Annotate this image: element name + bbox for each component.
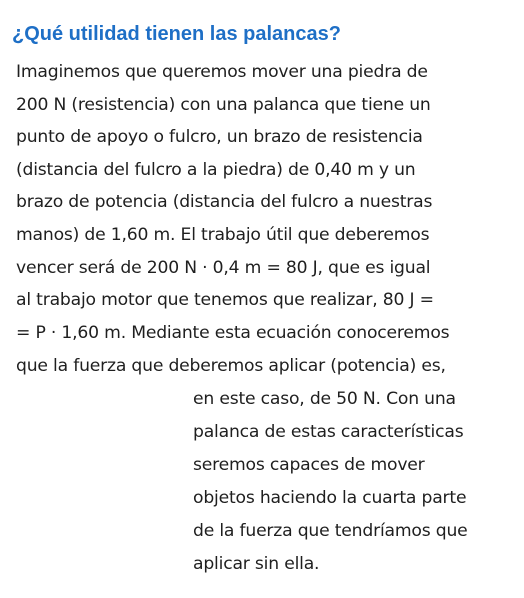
paragraph-line: que la fuerza que deberemos aplicar (potencia) es,	[16, 356, 446, 376]
paragraph-line: aplicar sin ella.	[193, 554, 320, 574]
paragraph-line: seremos capaces de mover	[193, 455, 425, 475]
paragraph-line: palanca de estas características	[193, 422, 464, 442]
paragraph-line: manos) de 1,60 m. El trabajo útil que deberemos	[16, 225, 430, 245]
paragraph-line: brazo de potencia (distancia del fulcro a nuestras	[16, 192, 433, 212]
section-heading: ¿Qué utilidad tienen las palancas?	[12, 23, 341, 45]
paragraph-line: (distancia del fulcro a la piedra) de 0,40 m y un	[16, 160, 416, 180]
paragraph-line: objetos haciendo la cuarta parte	[193, 488, 467, 508]
paragraph-line: punto de apoyo o fulcro, un brazo de resistencia	[16, 127, 423, 147]
paragraph-line: = P · 1,60 m. Mediante esta ecuación conoceremos	[16, 323, 450, 343]
paragraph-line: Imaginemos que queremos mover una piedra de	[16, 62, 428, 82]
paragraph-line: vencer será de 200 N · 0,4 m = 80 J, que es igual	[16, 258, 431, 278]
paragraph-line: al trabajo motor que tenemos que realizar, 80 J =	[16, 290, 434, 310]
paragraph-line: de la fuerza que tendríamos que	[193, 521, 468, 541]
paragraph-line: en este caso, de 50 N. Con una	[193, 389, 456, 409]
paragraph-line: 200 N (resistencia) con una palanca que tiene un	[16, 95, 431, 115]
